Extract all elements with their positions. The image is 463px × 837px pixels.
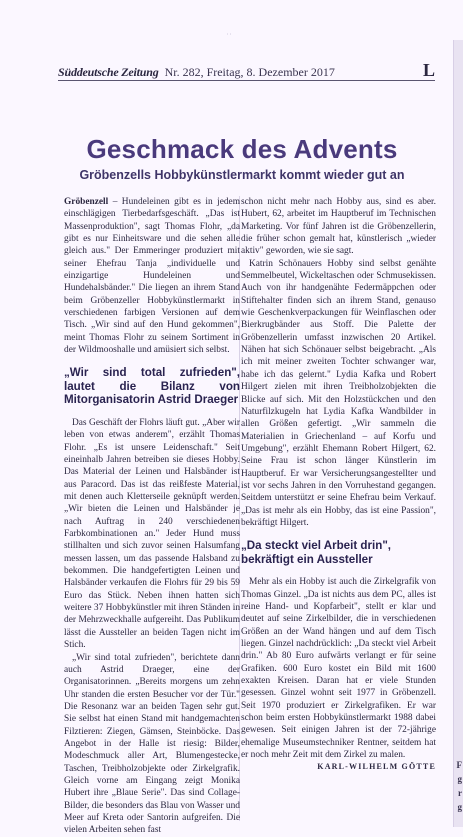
issue-line: Nr. 282, Freitag, 8. Dezember 2017 [164,65,335,79]
article-author: KARL-WILHELM GÖTTE [317,762,436,772]
article-column-right [241,196,436,774]
decorative-mark: ˙˙ [226,32,232,42]
article-headline: Geschmack des Advents [86,134,398,164]
body-paragraph: Das Geschäft der Flohrs läuft gut. „Aber wir leben von etwas anderem", erzählt Thomas Flohr. „Es ist unsere Leidenschaft." Seit eineinhalb Jahren betreiben sie dieses Hobby. Das Material der Leinen und Halsbänder ist aus Paracord. Das ist das reißfeste Material, mit denen auch Kletterseile geknüpft werden. „Wir bieten die Leinen und Halsbänder je nach Auftrag in 240 verschiedenen Farbkombinationen an." Jeder Hund muss stillhalten und sich zuvor seinen Halsumfang messen lassen, um das passende Halsband zu bekommen. Die handgefertigten Leinen und Halsbänder verkaufen die Flohrs für 29 bis 59 Euro das Stück. Neben ihnen hatten sich weitere 37 Hobbykünstler mit ihren Ständen in der Mehrzweckhalle aufgereiht. Das Publikum lässt die Aussteller an beiden Tagen nicht im Stich. [64,417,241,651]
edge-text-fragment: g [457,802,462,812]
newspaper-header [58,58,435,81]
body-paragraph: Mehr als ein Hobby ist auch die Zirkelgrafik von Thomas Ginzel. „Da ist nichts aus dem PC, alles ist reine Hand- und Kopfarbeit", stellt er klar und deutet auf seine Zirkelbilder, die in verschiedenen Größen an der Wand hängen und auf dem Tisch liegen. Ginzel nachdrücklich: „Da steckt viel Arbeit drin." Ab 80 Euro aufwärts verlangt er für seine Grafiken. 600 Euro kostet ein Bild mit 1600 exakten Kreisen. Daran hat er viele Stunden gesessen. Ginzel wohnt seit 1977 in Gröbenzell. Seit 1970 produziert er Zirkelgrafiken. Er war schon beim ersten Hobbykünstlermarkt 1988 dabei gewesen. Seit einigen Jahren ist der 72-jährige ehemalige Museumstechniker Rentner, seitdem hat er noch mehr Zeit mit dem Zirkel zu malen. [241,577,436,761]
edge-text-fragment: F [456,760,462,770]
dateline: Gröbenzell [64,197,109,207]
lead-paragraph [64,196,240,356]
lead-text: – Hundeleinen gibt es in jedem einschlägigen Tierbedarfsgeschäft. „Das ist Massenproduktion", sagt Thomas Flohr, „da gibt es nur Einheitsware und die sehen alle gleich aus." Der Emmeringer produziert mit seiner Ehefrau Tanja „individuelle und einzigartige Hundeleinen und Hundehalsbänder." Die liegen an ihrem Stand beim Gröbenzeller Hobbykünstlermarkt in verschiedenen farbigen Versionen auf dem Tisch. „Wir sind auf den Hund gekommen", meint Thomas Flohr zu seinem Sortiment in der Wildmooshalle und amüsiert sich selbst. [64,197,240,356]
body-paragraph: „Wir sind total zufrieden", berichtete dann auch Astrid Draeger, eine der Organisatorinnen. „Bereits morgens um zehn Uhr standen die ersten Besucher vor der Tür." Die Resonanz war an beiden Tagen sehr gut. Sie selbst hat einen Stand mit handgemachten Filztieren: Ziegen, Gämsen, Steinböcke. Das Angebot in der Halle ist riesig: Bilder, Modeschmuck aller Art, Blumengestecke, Taschen, Treibholzobjekte oder Zirkelgrafik. Gleich vorne am Eingang zeigt Monika Hubert ihre „Blaue Serie". Das sind Collage-Bilder, die besonders das Blau von Wasser und Meer auf Kreta oder Santorin aufgreifen. Die vielen Arbeiten sehen fast [64,652,240,836]
section-subhead-1: „Wir sind total zufrieden", lautet die Bilanz von Mitorganisatorin Astrid Draeger [64,366,240,407]
adjacent-page-edge [453,40,463,827]
article-subheadline: Gröbenzells Hobbykünstlermarkt kommt wieder gut an [79,168,405,182]
edge-text-fragment: g [457,774,462,784]
edge-text-fragment: r [458,788,462,798]
body-paragraph: schon nicht mehr nach Hobby aus, sind es aber. Hubert, 62, arbeitet im Hauptberuf im Technischen Marketing. Vor fünf Jahren ist die Gröbenzellerin, die früher schon gemalt hat, künstlerisch „wieder aktiv" geworden, wie sie sagt. [241,197,436,257]
article-column-left [64,196,240,837]
body-paragraph: Katrin Schönauers Hobby sind selbst genähte Semmelbeutel, Wickeltaschen oder Schmusekissen. Auch von ihr handgenähte Federmäppchen oder Stiftehalter finden sich an ihrem Stand, genauso wie Geschenkverpackungen für Weinflaschen oder Bierkrugbänder aus Stoff. Die Palette der Gröbenzellerin umfasst inzwischen 20 Artikel. Nähen hat sich Schönauer selbst beigebracht. „Als ich mit meiner zweiten Tochter schwanger war, habe ich das gelernt." Lydia Kafka und Robert Hilgert zielen mit ihren Treibholzobjekten die Blicke auf sich. Mit den Holzstückchen und den Naturfilzkugeln hat Lydia Kafka Wandbilder in allen Größen gefertigt. „Wir sammeln die Materialien in Griechenland – auf Korfu und Umgebung", erzählt Ehemann Robert Hilgert, 62. Seine Frau ist schon länger Künstlerin im Hauptberuf. Er war Versicherungsangestellter und ist vor sechs Jahren in den Vorruhestand gegangen. Seitdem unterstützt er seine Ehefrau beim Verkauf. „Das ist mehr als ein Hobby, das ist eine Passion", bekräftigt Hilgert. [241,258,436,528]
header-right-fragment: L [422,60,435,80]
paper-name: Süddeutsche Zeitung [58,65,159,79]
section-subhead-2: „Da steckt viel Arbeit drin", bekräftigt ein Aussteller [241,539,392,566]
